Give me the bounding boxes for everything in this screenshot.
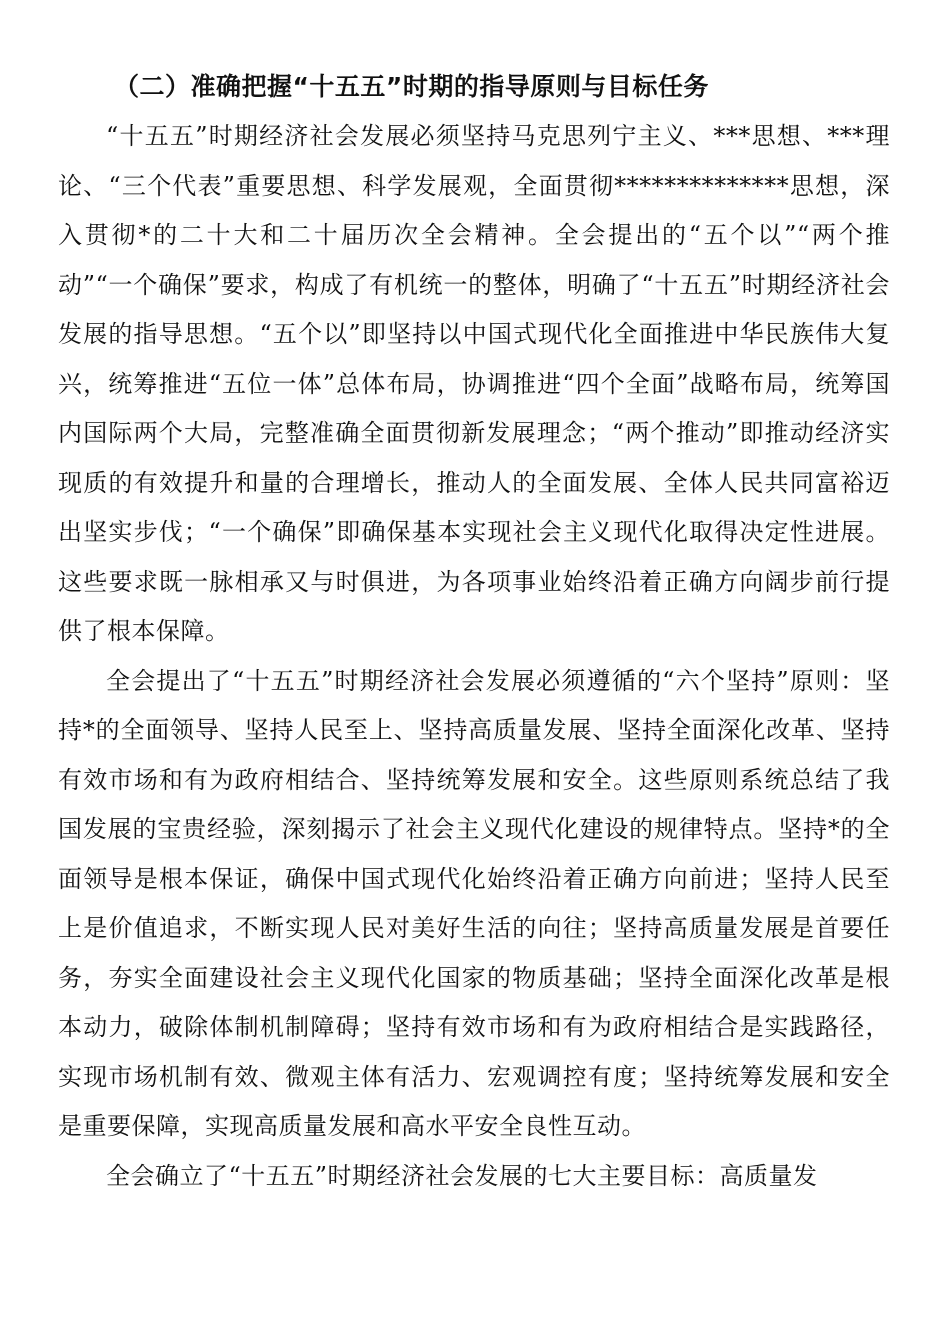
paragraph-guiding-thought: “十五五”时期经济社会发展必须坚持马克思列宁主义、***思想、***理论、“三个代表”重要思想、科学发展观，全面贯彻**************思想，深入贯彻*的二十大和二十届历次全会精神。全会提出的“五个以”“两个推动”“一个确保”要求，构成了有机统一的整体，明确了“十五五”时期经济社会发展的指导思想。“五个以”即坚持以中国式现代化全面推进中华民族伟大复兴，统筹推进“五位一体”总体布局，协调推进“四个全面”战略布局，统筹国内国际两个大局，完整准确全面贯彻新发展理念；“两个推动”即推动经济实现质的有效提升和量的合理增长，推动人的全面发展、全体人民共同富裕迈出坚实步伐；“一个确保”即确保基本实现社会主义现代化取得决定性进展。这些要求既一脉相承又与时俱进，为各项事业始终沿着正确方向阔步前行提供了根本保障。 bbox=[58, 122, 890, 645]
document-body bbox=[58, 62, 890, 1201]
paragraph-six-principles: 全会提出了“十五五”时期经济社会发展必须遵循的“六个坚持”原则：坚持*的全面领导、坚持人民至上、坚持高质量发展、坚持全面深化改革、坚持有效市场和有为政府相结合、坚持统筹发展和安全。这些原则系统总结了我国发展的宝贵经验，深刻揭示了社会主义现代化建设的规律特点。坚持*的全面领导是根本保证，确保中国式现代化始终沿着正确方向前进；坚持人民至上是价值追求，不断实现人民对美好生活的向往；坚持高质量发展是首要任务，夯实全面建设社会主义现代化国家的物质基础；坚持全面深化改革是根本动力，破除体制机制障碍；坚持有效市场和有为政府相结合是实践路径，实现市场机制有效、微观主体有活力、宏观调控有度；坚持统筹发展和安全是重要保障，实现高质量发展和高水平安全良性互动。 bbox=[58, 666, 890, 1140]
paragraph-main-goals: 全会确立了“十五五”时期经济社会发展的七大主要目标：高质量发 bbox=[106, 1161, 818, 1190]
section-heading: （二）准确把握“十五五”时期的指导原则与目标任务 bbox=[114, 72, 709, 101]
